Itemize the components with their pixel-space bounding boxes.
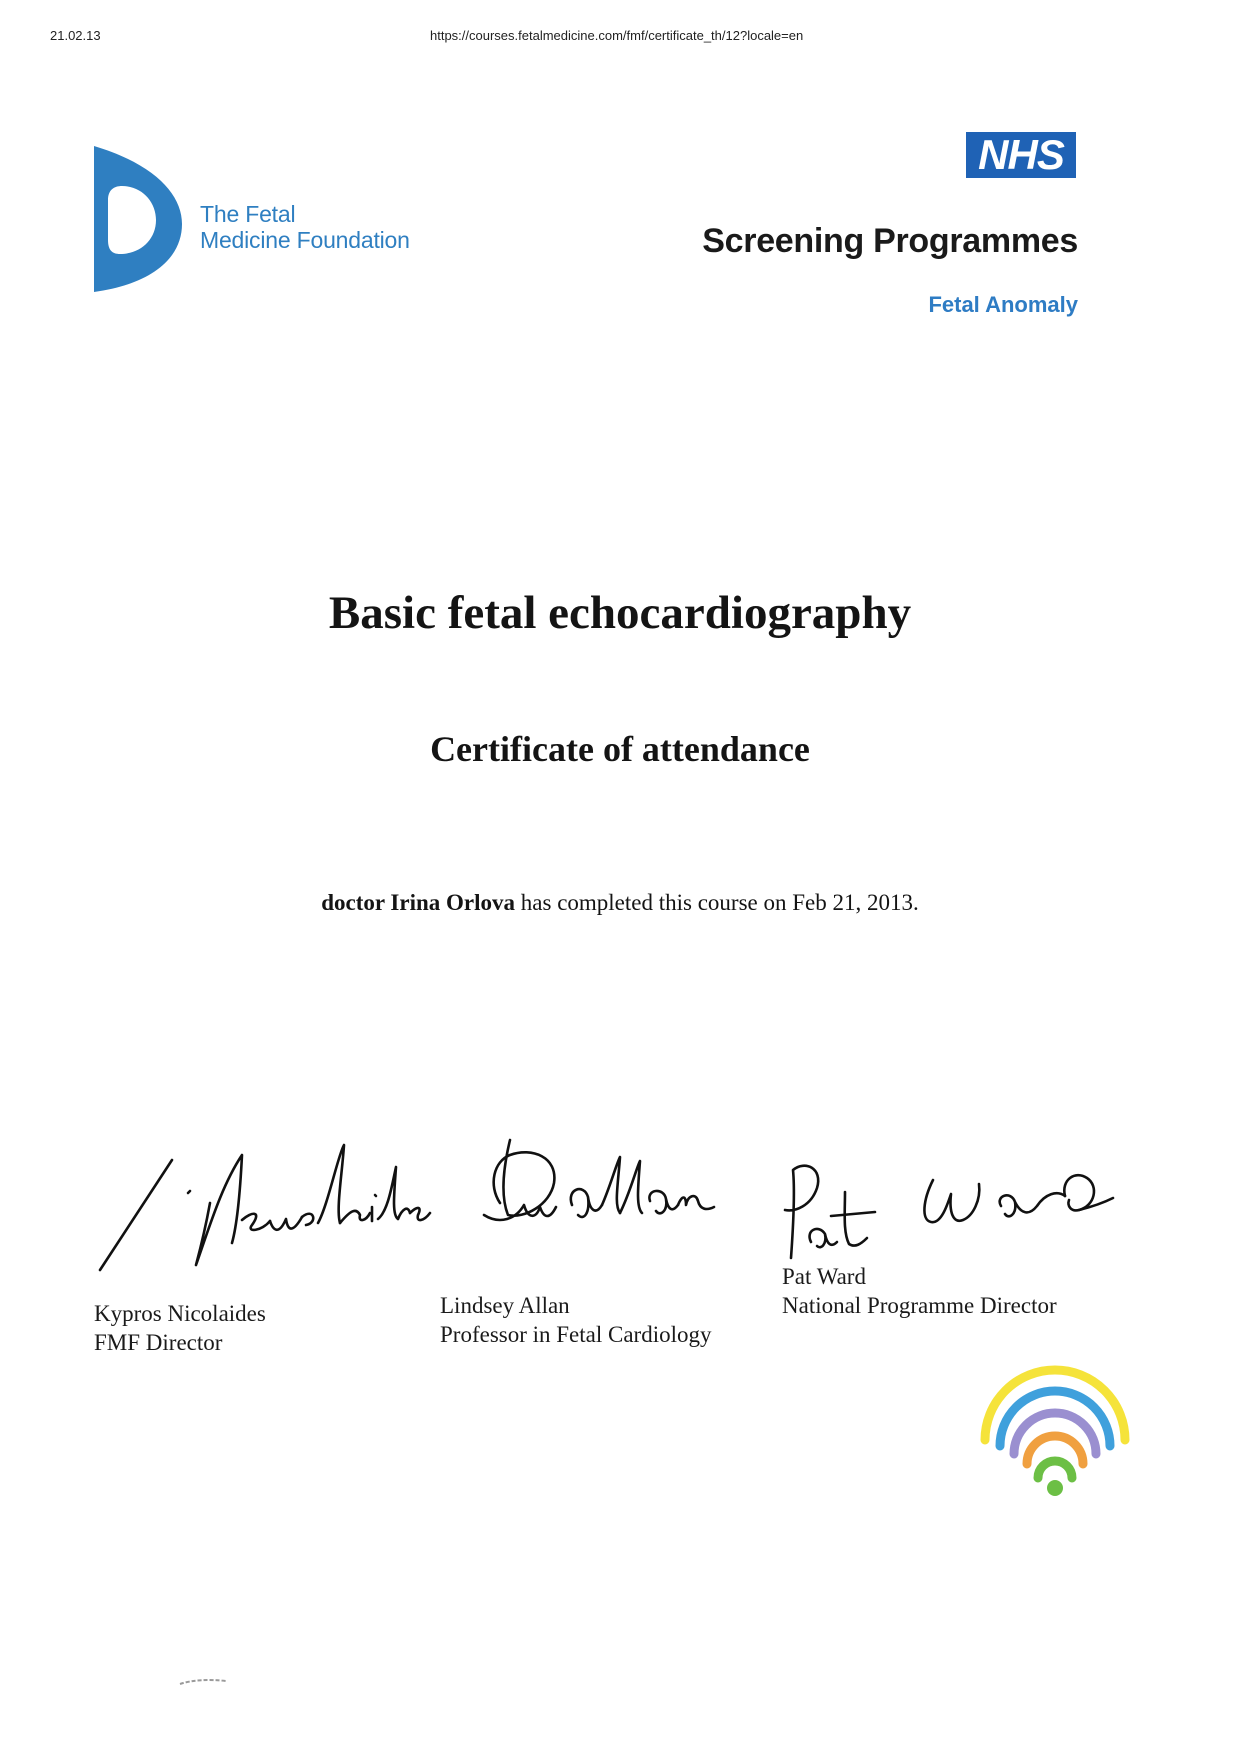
scan-smudge bbox=[178, 1678, 230, 1686]
signatory-role: National Programme Director bbox=[782, 1293, 1057, 1318]
signatory-ward bbox=[782, 1262, 1057, 1320]
signatory-allan bbox=[440, 1291, 712, 1349]
certificate-type: Certificate of attendance bbox=[430, 729, 810, 769]
completion-text: has completed this course on Feb 21, 2013. bbox=[515, 890, 919, 915]
signatory-name: Lindsey Allan bbox=[440, 1293, 570, 1318]
screening-programmes-title: Screening Programmes bbox=[702, 222, 1078, 260]
fmf-name bbox=[200, 201, 410, 253]
fetal-anomaly-subtitle: Fetal Anomaly bbox=[928, 292, 1078, 317]
signatory-role: Professor in Fetal Cardiology bbox=[440, 1322, 712, 1347]
print-url: https://courses.fetalmedicine.com/fmf/certificate_th/12?locale=en bbox=[430, 28, 804, 43]
signature-nicolaides bbox=[92, 1115, 432, 1275]
fmf-name-line1: The Fetal bbox=[200, 201, 296, 227]
fmf-name-line2: Medicine Foundation bbox=[200, 227, 410, 253]
signature-allan bbox=[480, 1135, 720, 1245]
signature-ward bbox=[775, 1150, 1120, 1260]
signal-rings-icon bbox=[980, 1362, 1130, 1502]
fmf-logo-icon bbox=[94, 146, 184, 292]
signatory-nicolaides bbox=[94, 1299, 266, 1357]
signatory-name: Kypros Nicolaides bbox=[94, 1301, 266, 1326]
signatory-role: FMF Director bbox=[94, 1330, 223, 1355]
completion-statement bbox=[0, 890, 1240, 916]
course-title: Basic fetal echocardiography bbox=[328, 587, 912, 639]
print-date: 21.02.13 bbox=[50, 28, 101, 43]
nhs-badge: NHS bbox=[966, 132, 1076, 178]
signatory-name: Pat Ward bbox=[782, 1264, 866, 1289]
recipient-name: doctor Irina Orlova bbox=[321, 890, 516, 915]
